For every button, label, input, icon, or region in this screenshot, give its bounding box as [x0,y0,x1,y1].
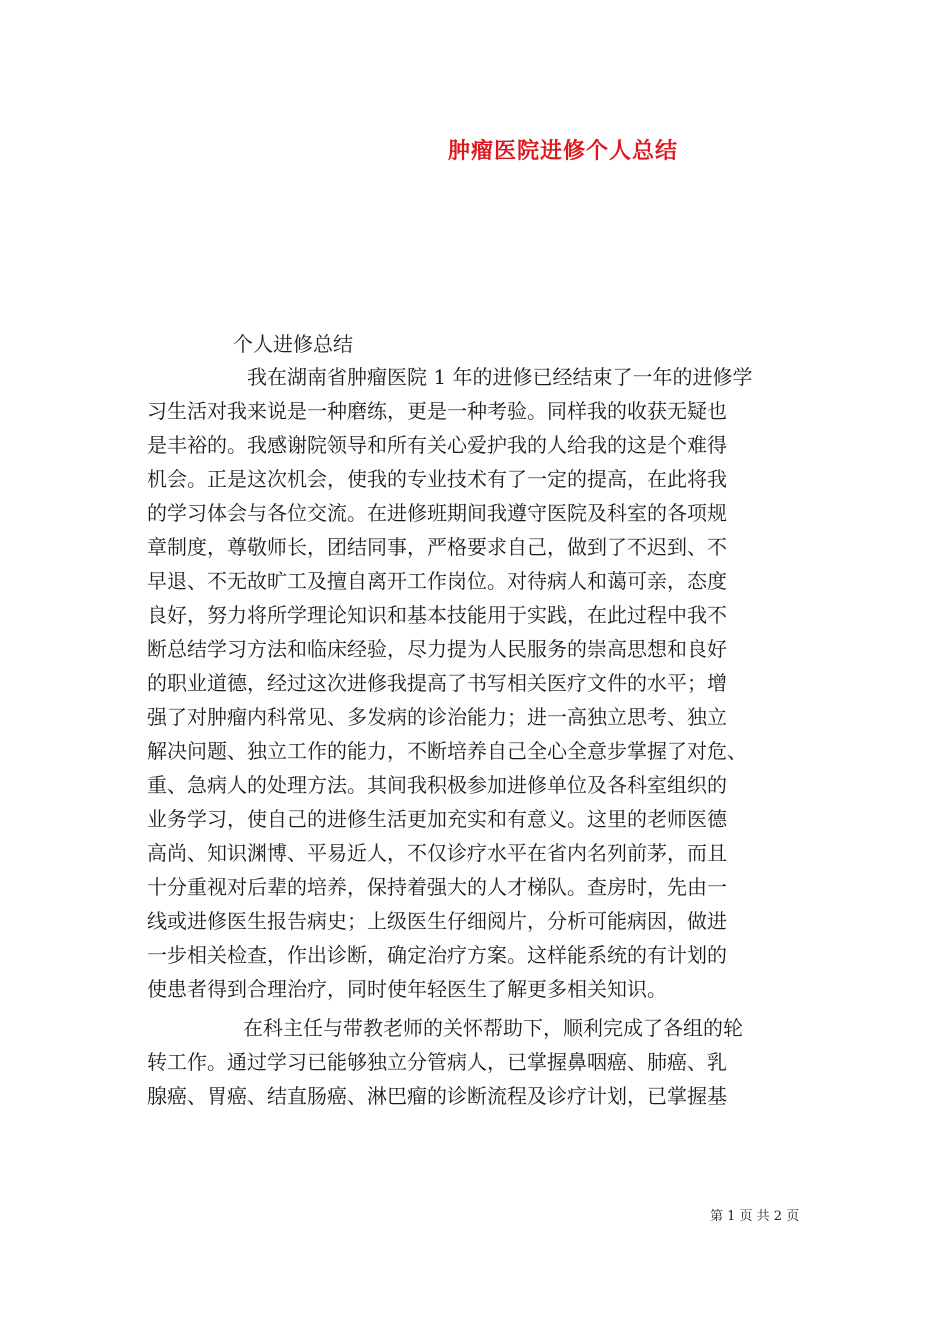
text-line: 早退、不无故旷工及擅自离开工作岗位。对待病人和蔼可亲，态度 [147,569,727,593]
text-line: 腺癌、胃癌、结直肠癌、淋巴瘤的诊断流程及诊疗计划，已掌握基 [147,1084,727,1108]
text-line: 章制度，尊敬师长，团结同事，严格要求自己，做到了不迟到、不 [147,535,727,559]
text-line: 使患者得到合理治疗，同时使年轻医生了解更多相关知识。 [147,977,667,1001]
text-line: 解决问题、独立工作的能力，不断培养自己全心全意步掌握了对危、 [147,739,747,763]
text-line: 的学习体会与各位交流。在进修班期间我遵守医院及科室的各项规 [147,501,727,525]
page-footer: 第 1 页 共 2 页 [710,1209,800,1224]
text-line: 断总结学习方法和临床经验，尽力提为人民服务的崇高思想和良好 [147,637,727,661]
text-line: 业务学习，使自己的进修生活更加充实和有意义。这里的老师医德 [147,807,727,831]
document-title: 肿瘤医院进修个人总结 [448,138,679,164]
paragraph-1 [147,360,837,1006]
document-subtitle: 个人进修总结 [233,332,353,356]
text-line: 一步相关检查，作出诊断，确定治疗方案。这样能系统的有计划的 [147,943,727,967]
text-line: 转工作。通过学习已能够独立分管病人，已掌握鼻咽癌、肺癌、乳 [147,1050,727,1074]
text-line: 习生活对我来说是一种磨练，更是一种考验。同样我的收获无疑也 [147,399,727,423]
document-body [147,360,837,1113]
text-line: 重、急病人的处理方法。其间我积极参加进修单位及各科室组织的 [147,773,727,797]
text-line: 的职业道德，经过这次进修我提高了书写相关医疗文件的水平；增 [147,671,727,695]
text-line: 机会。正是这次机会，使我的专业技术有了一定的提高，在此将我 [147,467,727,491]
text-line: 强了对肿瘤内科常见、多发病的诊治能力；进一高独立思考、独立 [147,705,727,729]
text-line: 良好，努力将所学理论知识和基本技能用于实践，在此过程中我不 [147,603,727,627]
text-line: 是丰裕的。我感谢院领导和所有关心爱护我的人给我的这是个难得 [147,433,727,457]
text-line: 高尚、知识渊博、平易近人，不仅诊疗水平在省内名列前茅，而且 [147,841,727,865]
text-line: 我在湖南省肿瘤医院 1 年的进修已经结束了一年的进修学 [247,365,753,389]
text-line: 十分重视对后辈的培养，保持着强大的人才梯队。查房时，先由一 [147,875,727,899]
paragraph-2 [147,1011,837,1113]
text-line: 在科主任与带教老师的关怀帮助下，顺利完成了各组的轮 [243,1016,743,1040]
text-line: 线或进修医生报告病史；上级医生仔细阅片，分析可能病因，做进 [147,909,727,933]
